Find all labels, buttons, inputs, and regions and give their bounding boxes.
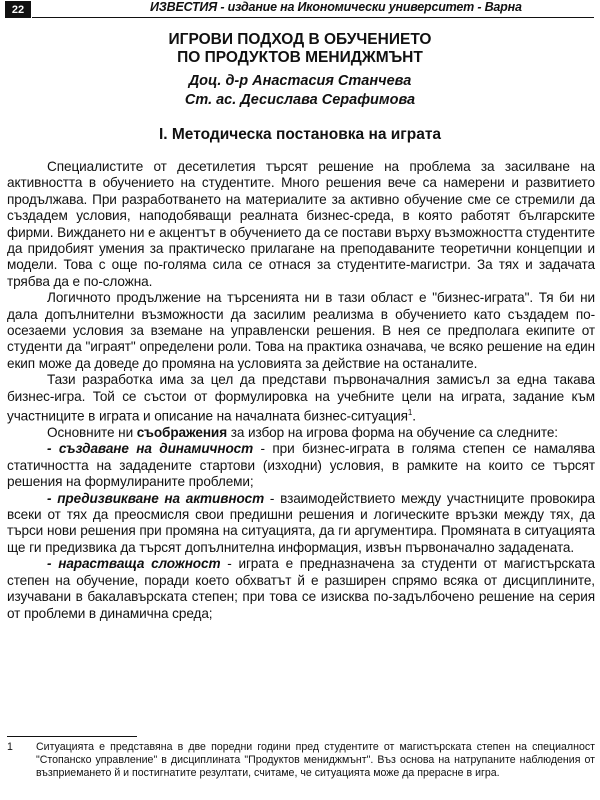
paragraph-3-end: . — [412, 408, 416, 424]
list-item-dynamics — [7, 441, 595, 490]
page-number: 22 — [5, 1, 31, 18]
footnote-rule — [7, 736, 137, 737]
list-item-activity-text: - взаимодействието между участниците провокира всеки от тях да преосмисля свои предишни решения и логическите връзки между тях, да търси нови решения при промяна на ситуацията, да ги аргументира. Промяната в ситуацията ще ги предизвика да търсят допълнителна информация, извън първоначално зададената. — [7, 490, 595, 555]
paragraph-2: Логичното продължение на търсенията ни в тази област е "бизнес-играта". Тя би ни дала допълнителни възможности да засилим реализма в обучението като създадем по-осезаеми условия за вземане на управленски решения. В нея се предполага екипите от студенти да "играят" определени роли. Това на практика означава, че всяко решение на един екип може да доведе до промяна на условията за действие на останалите. — [7, 290, 595, 371]
journal-title: ИЗВЕСТИЯ - издание на Икономически университет - Варна — [150, 0, 522, 14]
article-body — [7, 159, 595, 622]
footnote-number: 1 — [7, 741, 13, 753]
list-item-activity-term: - предизвикване на активност — [47, 490, 265, 506]
paragraph-4-bold: съображения — [136, 425, 228, 441]
list-item-complexity — [7, 556, 595, 622]
list-item-activity — [7, 491, 595, 557]
paragraph-4 — [7, 425, 595, 441]
paragraph-3 — [7, 372, 595, 425]
header-rule — [32, 17, 594, 18]
footnote-text: Ситуацията е представяна в две поредни години пред студентите от магистърската степен на специалност "Стопанско управление" в дисциплината "Продуктов мениджмънт". Въз основа на натрупаните наблюдения от възприемането й и постигнатите резултати, считаме, че ситуацията може да прерасне в игра. — [36, 741, 595, 779]
footnote-ref[interactable]: 1 — [407, 408, 413, 418]
section-heading: I. Методическа постановка на играта — [158, 126, 442, 143]
paragraph-1: Специалистите от десетилетия търсят решение на проблема за засилване на активността в обучението на студентите. Много решения вече са намерени и развитието продължава. При разработването на материалите за активно обучение сме се стремили да създадем условия, наподобяващи реалната бизнес-среда, в която работят българските фирми. Виждането ни е акцентът в обучението да се постави върху възможността студентите да придобият умения за практическо прилагане на преподаваните теоретични концепции и модели. Това с още по-голяма сила се отнася за студентите-магистри. За тях и задачата трябва да е по-сложна. — [7, 159, 595, 289]
paragraph-3-text: Тази разработка има за цел да представи първоначалния замисъл за една такава бизнес-игра. Той се състои от формулировка на учебните цели на играта, задание към участниците в играта и описание на началната бизнес-ситуация — [7, 372, 595, 424]
author-1: Доц. д-р Анастасия Станчева — [188, 73, 412, 89]
authors — [0, 72, 600, 110]
article-title-line-1: ИГРОВИ ПОДХОД В ОБУЧЕНИЕТО — [168, 31, 432, 48]
list-item-complexity-term: - нарастваща сложност — [47, 556, 221, 572]
list-item-dynamics-term: - създаване на динамичност — [47, 441, 254, 457]
list-item-complexity-text: - играта е предназначена за студенти от магистърската степен на обучение, поради което обхватът й е разширен спрямо всяка от дисциплините, изучавани в бакалавърската степен; при това се изисква по-задълбочено решение на серия от проблеми в динамична среда; — [7, 556, 595, 621]
article-title-line-2: ПО ПРОДУКТОВ МЕНИДЖМЪНТ — [177, 49, 423, 66]
paragraph-4-end: за избор на игрова форма на обучение са следните: — [227, 425, 558, 441]
footnote — [7, 741, 595, 779]
paragraph-4-start: Основните ни — [47, 425, 137, 441]
author-2: Ст. ас. Десислава Серафимова — [184, 92, 416, 108]
running-header — [0, 0, 600, 19]
list-item-dynamics-text: - при бизнес-играта в голяма степен се намалява статичността на зададените стартови (изходни) условия, в рамките на които се търсят решения на формулираните проблеми; — [7, 441, 595, 490]
article-title — [0, 31, 600, 67]
